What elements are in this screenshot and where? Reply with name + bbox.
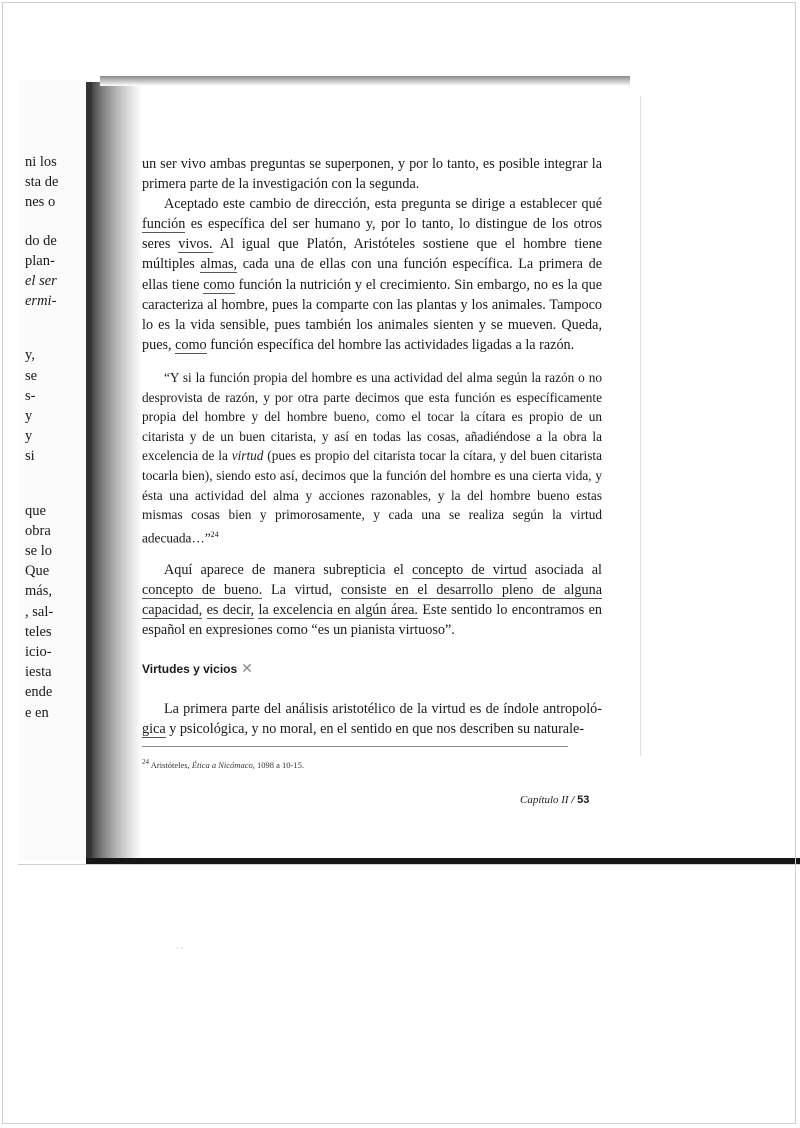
footnote-divider — [142, 746, 568, 747]
heading-text: Virtudes y vicios — [142, 662, 238, 677]
footnote — [142, 758, 304, 770]
underlined-text: concepto de bueno. — [142, 581, 263, 598]
fragment-gap — [25, 467, 85, 501]
fragment-line: el ser — [25, 273, 57, 290]
fragment-line: se — [25, 367, 38, 384]
text-run: función específica del hombre las actividades ligadas a la razón. — [206, 336, 575, 353]
fragment-line: ende — [25, 684, 53, 701]
chapter-label: Capítulo II — [520, 794, 569, 806]
footnote-title: Ética a Nicómaco, — [191, 759, 255, 770]
scan-speck: · · — [176, 944, 184, 953]
folio-separator: / — [568, 794, 578, 806]
underlined-text: gica — [142, 721, 166, 738]
text-run: función la nutrición y el crecimiento. Sin embargo, no es la que caracteriza al hombre, pues la comparte con las plantas y los animales. Tampoco lo es la vida sensible, pues también los animales sienten y se mueven. Queda, pues, — [142, 276, 602, 353]
footnote-author: Aristóteles, — [150, 759, 190, 770]
fragment-line: Que — [25, 563, 50, 580]
paragraph-continuation: un ser vivo ambas preguntas se superponen, y por lo tanto, es posible integrar la primera parte de la investigación con la segunda. — [142, 156, 602, 193]
fragment-line: obra — [25, 522, 51, 539]
italic-text: virtud — [231, 448, 264, 464]
fragment-line: y — [25, 408, 33, 425]
underlined-text: almas, — [200, 256, 238, 273]
underlined-text: concepto de virtud — [411, 561, 527, 578]
text-run: y psicológica, y no moral, en el sentido en que nos describen su naturale- — [165, 721, 585, 738]
fragment-line: nes o — [25, 194, 56, 211]
fragment-line: ermi- — [25, 293, 57, 310]
text-run: asociada al — [526, 561, 602, 578]
fragment-line: se lo — [25, 543, 52, 560]
fragment-line: y — [25, 428, 33, 445]
footnote-number: 24 — [142, 758, 150, 766]
underlined-text: la excelencia en algún área. — [258, 601, 418, 618]
fragment-line: sta de — [25, 174, 59, 191]
fragment-line: si — [25, 448, 35, 465]
page-body — [142, 154, 602, 739]
underlined-text: consiste en el desarrollo pleno de alguna capacidad, — [142, 581, 603, 618]
underlined-text: es decir, — [206, 601, 255, 618]
section-heading — [142, 658, 602, 679]
text-run — [202, 602, 206, 618]
fragment-line: s- — [25, 387, 36, 404]
page-number: 53 — [577, 794, 590, 806]
text-run: “Y si la función propia del hombre es una actividad del alma según la razón o no desprovista de razón, y por otra parte decimos que esta función es específicamente propia del hombre y del hombre bueno, como el tocar la cítara es propio de un citarista y de un buen citarista, y así en todas las cosas, añadiéndose a la obra la excelencia de la — [142, 369, 602, 464]
handwritten-cross-icon: ✕ — [241, 660, 253, 677]
paragraph-analysis — [142, 699, 602, 739]
fragment-gap — [25, 311, 85, 345]
fragment-line: e en — [25, 704, 49, 721]
text-run: Al igual que Platón, Aristóteles sostiene que el hombre tiene múltiples — [142, 236, 602, 273]
text-run: Este sentido lo encontramos en español en expresiones como “es un pianista virtuoso”. — [142, 601, 603, 638]
fragment-gap — [25, 213, 85, 231]
fragment-line: , sal- — [25, 603, 54, 620]
underlined-text: función — [142, 216, 186, 233]
text-run: La virtud, — [262, 581, 341, 598]
quote-text — [142, 368, 602, 548]
block-quote — [142, 368, 602, 548]
underlined-text: como — [203, 276, 235, 293]
fragment-line: iesta — [25, 664, 52, 681]
text-run: Aceptado este cambio de dirección, esta pregunta se dirige a establecer qué — [164, 196, 602, 213]
fragment-line: y, — [25, 347, 35, 364]
fragment-line: plan- — [25, 252, 55, 269]
text-run: cada una de ellas con una función específica. La primera de ellas tiene — [142, 256, 602, 293]
fragment-line: teles — [25, 623, 52, 640]
fragment-line: que — [25, 502, 46, 519]
footnote-reference: 24 — [210, 529, 219, 539]
text-run: (pues es propio del citarista tocar la cítara, y del buen citarista tocarla bien), siendo esto así, decimos que la función del hombre es una cierta vida, y ésta una actividad del alma y acciones razonables, y la del hombre bueno estas mismas cosas bien y primorosamente, y cada una se realiza según la virtud adecuada…” — [142, 448, 602, 546]
page-folio — [520, 794, 589, 806]
fragment-line: icio- — [25, 644, 52, 661]
previous-page-fragments — [25, 152, 85, 723]
text-run: es específica del ser humano y, por lo tanto, lo distingue de los otros seres — [142, 216, 602, 253]
paragraph-function — [142, 194, 602, 355]
text-run: Aquí aparece de manera subrepticia el — [164, 561, 412, 578]
footnote-ref: 1098 a 10-15. — [256, 759, 304, 770]
fragment-line: más, — [25, 583, 52, 600]
fragment-line: ni los — [25, 154, 57, 170]
paragraph-virtue — [142, 560, 602, 640]
fragment-line: do de — [25, 232, 57, 249]
underlined-text: vivos. — [178, 236, 213, 253]
text-run: La primera parte del análisis aristotélico de la virtud es de índole antropoló- — [164, 701, 602, 718]
underlined-text: como — [175, 336, 207, 353]
